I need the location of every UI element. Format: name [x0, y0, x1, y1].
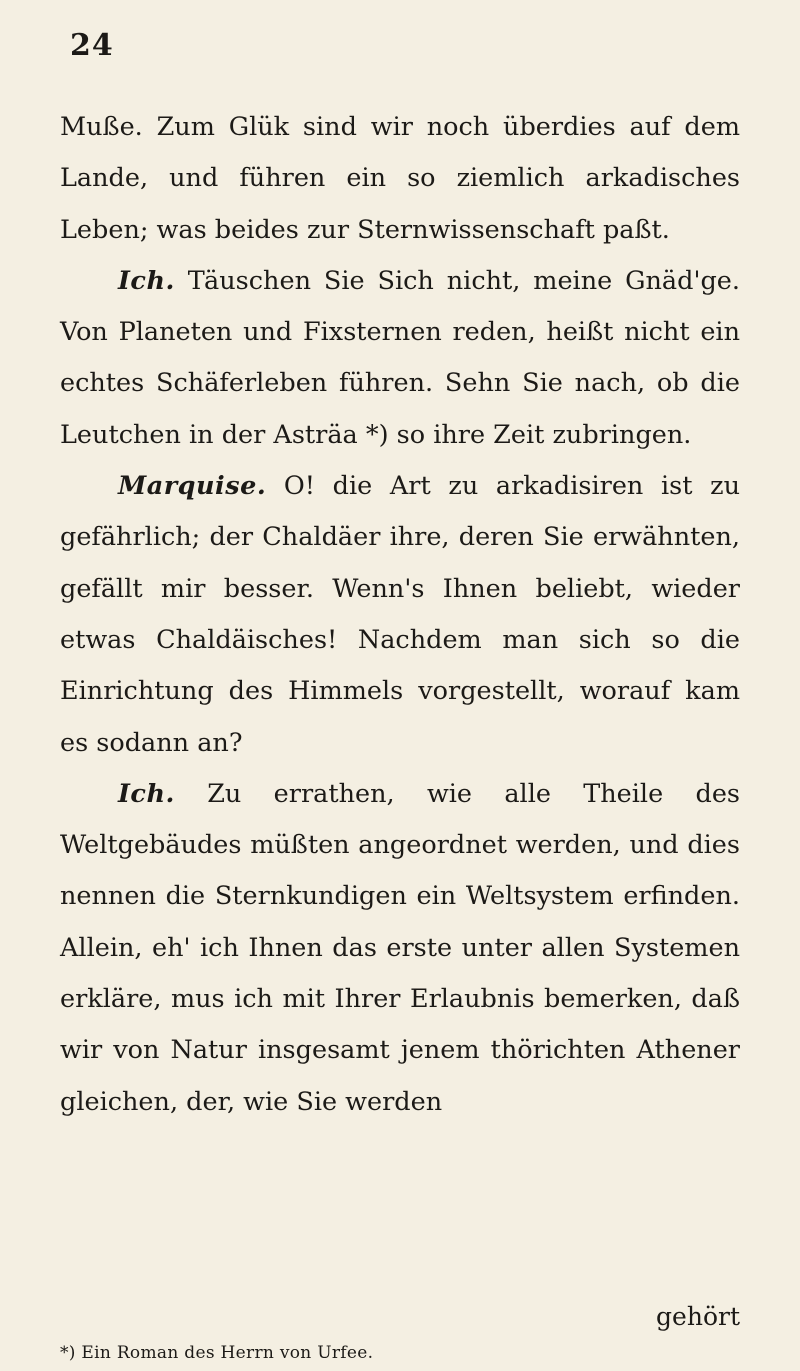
body-text [60, 102, 740, 1128]
paragraph-2 [60, 256, 740, 461]
speaker-label: Ich. [118, 265, 175, 296]
paragraph-3 [60, 461, 740, 769]
page-number: 24 [70, 28, 114, 63]
speaker-label: Marquise. [118, 471, 267, 502]
footnote: *) Ein Roman des Herrn von Urfee. [60, 1343, 374, 1363]
paragraph-1 [60, 102, 740, 256]
paragraph-text: Täuschen Sie Sich nicht, meine Gnäd'ge. Von Planeten und Fixsternen reden, heißt nicht ein echtes Schäferleben führen. Sehn Sie nach, ob die Leutchen in der Asträa *) so ihre Zeit zubringen. [60, 265, 740, 450]
paragraph-4 [60, 769, 740, 1128]
paragraph-text: Muße. Zum Glük sind wir noch überdies auf dem Lande, und führen ein so ziemlich arkadisches Leben; was beides zur Sternwissenschaft paßt. [60, 112, 740, 245]
catchword: gehört [656, 1302, 740, 1331]
speaker-label: Ich. [118, 778, 175, 809]
paragraph-text: O! die Art zu arkadisiren ist zu gefährlich; der Chaldäer ihre, deren Sie erwähnten, gefällt mir besser. Wenn's Ihnen beliebt, wieder etwas Chaldäisches! Nachdem man sich so die Einrichtung des Himmels vorgestellt, worauf kam es sodann an? [60, 471, 740, 758]
paragraph-text: Zu errathen, wie alle Theile des Weltgebäudes müßten angeordnet werden, und dies nennen die Sternkundigen ein Weltsystem erfinden. Allein, eh' ich Ihnen das erste unter allen Systemen erkläre, mus ich mit Ihrer Erlaubnis bemerken, daß wir von Natur insgesamt jenem thörichten Athener gleichen, der, wie Sie werden [60, 778, 740, 1117]
